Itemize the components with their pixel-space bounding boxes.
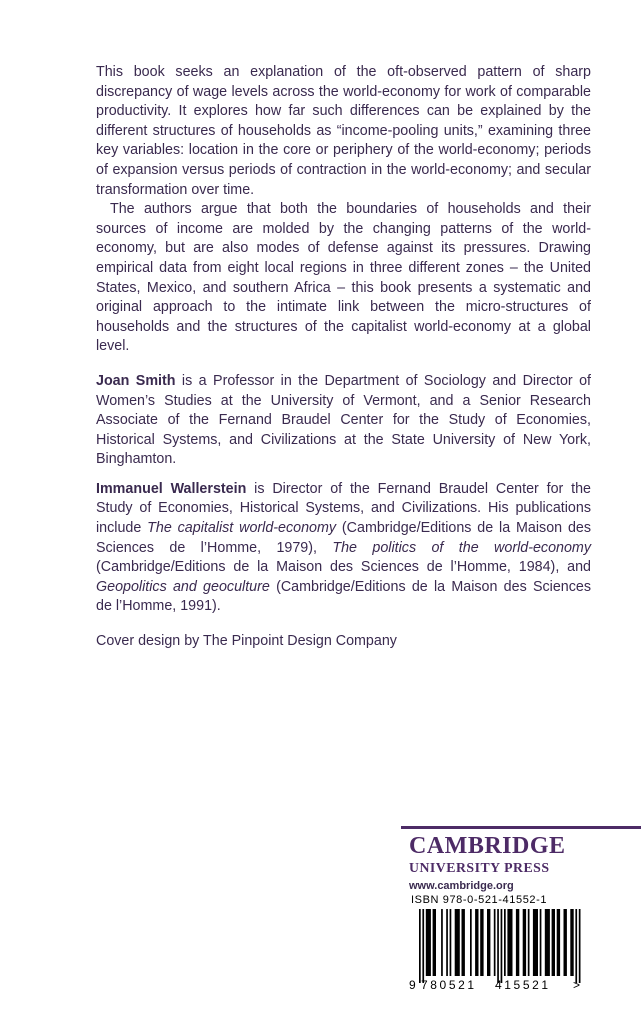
barcode-digits bbox=[409, 978, 580, 992]
author-bio-wallerstein bbox=[96, 480, 591, 617]
barcode-guard-bar bbox=[501, 909, 503, 983]
barcode-bar bbox=[455, 909, 460, 976]
author-name-smith: Joan Smith bbox=[96, 372, 176, 389]
barcode-bar bbox=[533, 909, 538, 976]
barcode-guard-bar bbox=[422, 909, 424, 983]
publisher-rule bbox=[401, 826, 641, 829]
barcode-quiet-zone-marker: > bbox=[573, 978, 581, 992]
barcode-digit-first: 9 bbox=[409, 978, 416, 992]
barcode-bar bbox=[450, 909, 452, 976]
book-title-3: Geopolitics and geoculture bbox=[96, 578, 270, 595]
book-title-1: The capitalist world-economy bbox=[147, 520, 337, 537]
barcode-bar bbox=[557, 909, 560, 976]
isbn-label: ISBN 978-0-521-41552-1 bbox=[411, 894, 548, 906]
publisher-url: www.cambridge.org bbox=[409, 880, 514, 892]
barcode-bar bbox=[507, 909, 512, 976]
barcode-bar bbox=[528, 909, 530, 976]
blurb-paragraph-1: This book seeks an explanation of the oft-observed pattern of sharp discrepancy of wage levels across the world-economy for work of comparable productivity. It explores how far such differences can be explained by the different structures of households as “income-pooling units,” examining three key variables: location in the core or periphery of the world-economy; periods of expansion versus periods of contraction in the world-economy; and secular transformation over time. bbox=[96, 64, 591, 198]
publisher-name: CAMBRIDGE bbox=[409, 833, 566, 859]
barcode-bar bbox=[545, 909, 550, 976]
publisher-subtitle: UNIVERSITY PRESS bbox=[409, 860, 550, 875]
isbn-barcode bbox=[401, 892, 588, 1000]
barcode-bar bbox=[570, 909, 573, 976]
author-bio-wallerstein-text-1: is Director of the Fernand Braudel Center for the Study of Economies, Historical Systems, and Civilizations. His publications include bbox=[96, 480, 592, 537]
barcode-bar bbox=[552, 909, 555, 976]
barcode-bar bbox=[480, 909, 483, 976]
barcode-guard-bar bbox=[419, 909, 421, 983]
barcode-bar bbox=[470, 909, 472, 976]
blurb-paragraph-2: The authors argue that both the boundaries of households and their sources of income are molded by the changing patterns of the world-economy, but are also modes of defense against its pressures. Drawing empirical data from eight local regions in three different zones – the United States, Mexico, and southern Africa – this book presents a systematic and original approach to the intimate link between the micro-structures of households and the structures of the capitalist world-economy at a global level. bbox=[96, 201, 591, 355]
barcode-bar bbox=[441, 909, 443, 976]
publisher-logo bbox=[409, 834, 629, 894]
back-cover-text bbox=[96, 63, 591, 652]
barcode-bar bbox=[446, 909, 448, 976]
barcode-bar bbox=[487, 909, 490, 976]
author-bio-wallerstein-text-2: (Cambridge/Editions de la Maison des Sciences de l’Homme, 1979), bbox=[96, 520, 592, 556]
book-title-2: The politics of the world-economy bbox=[332, 539, 591, 556]
barcode-guard-bar bbox=[575, 909, 577, 983]
barcode-bar bbox=[433, 909, 436, 976]
author-bio-smith-text: is a Professor in the Department of Sociology and Director of Women’s Studies at the University of Vermont, and a Senior Research Associate of the Fernand Braudel Center for the Study of Economies, Historical Systems, and Civilizations at the State University of New York, Binghamton. bbox=[96, 372, 591, 468]
barcode-bar bbox=[516, 909, 519, 976]
barcode-bar bbox=[494, 909, 496, 976]
barcode-digits-right: 415521 bbox=[495, 978, 551, 992]
barcode-bar bbox=[426, 909, 431, 976]
author-bio-wallerstein-text-4: (Cambridge/Editions de la Maison des Sciences de l’Homme, 1991). bbox=[96, 578, 591, 615]
barcode-bar bbox=[564, 909, 567, 976]
author-name-wallerstein: Immanuel Wallerstein bbox=[96, 480, 247, 497]
cover-design-credit: Cover design by The Pinpoint Design Company bbox=[96, 633, 397, 650]
author-bio-smith bbox=[96, 372, 591, 470]
barcode-digits-left: 780521 bbox=[421, 978, 477, 992]
barcode-guard-bar bbox=[579, 909, 581, 983]
barcode-bar bbox=[523, 909, 526, 976]
barcode-bar bbox=[462, 909, 465, 976]
barcode-guard-bar bbox=[497, 909, 499, 983]
barcode-bar bbox=[540, 909, 542, 976]
barcode-bar bbox=[475, 909, 478, 976]
barcode-bar bbox=[504, 909, 506, 976]
author-bio-wallerstein-text-3: (Cambridge/Editions de la Maison des Sciences de l’Homme, 1984), and bbox=[96, 559, 591, 576]
